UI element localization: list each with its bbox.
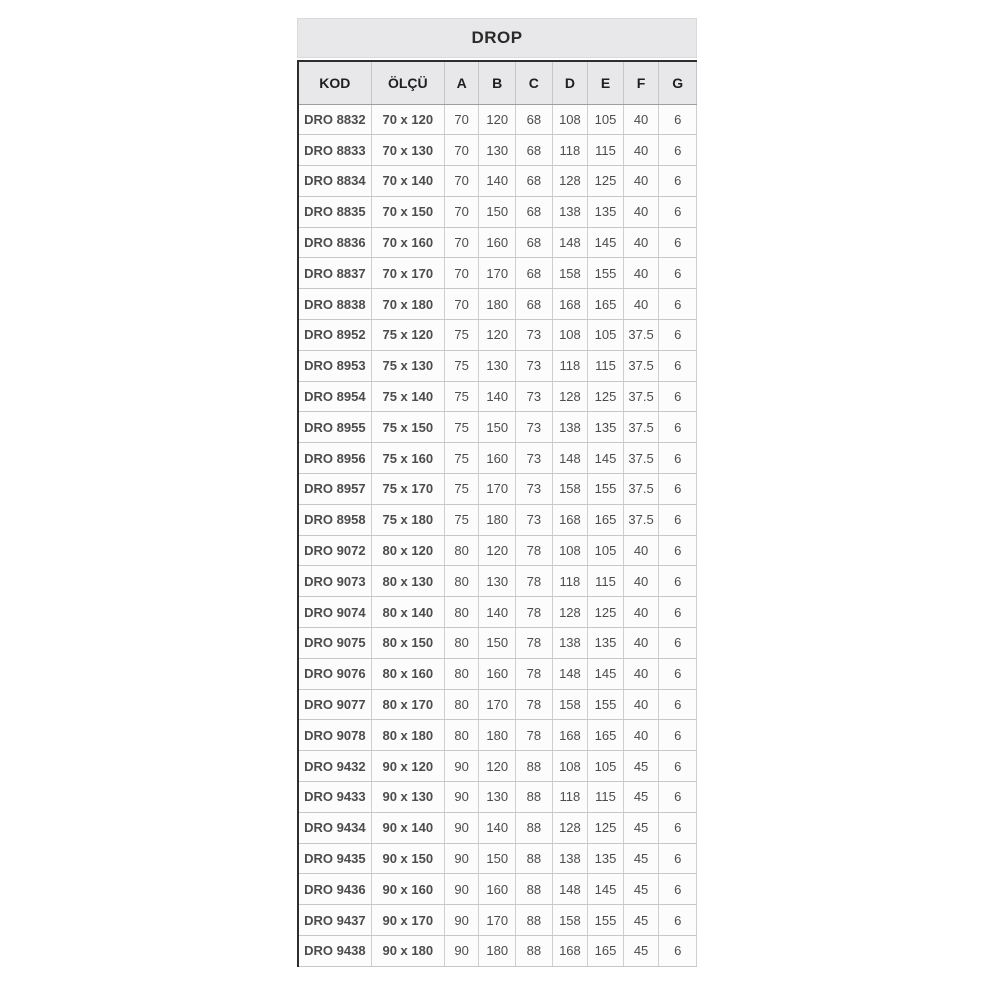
table-row — [298, 535, 697, 566]
cell-f: 40 — [623, 135, 659, 166]
cell-f: 40 — [623, 566, 659, 597]
header-row — [298, 61, 697, 104]
cell-f: 45 — [623, 782, 659, 813]
cell-b: 150 — [479, 196, 516, 227]
cell-kod: DRO 8834 — [298, 166, 371, 197]
cell-e: 105 — [588, 751, 624, 782]
cell-a: 75 — [444, 504, 479, 535]
cell-f: 45 — [623, 812, 659, 843]
table-row — [298, 289, 697, 320]
cell-kod: DRO 8953 — [298, 350, 371, 381]
cell-d: 108 — [552, 751, 588, 782]
cell-kod: DRO 8838 — [298, 289, 371, 320]
cell-e: 145 — [588, 227, 624, 258]
cell-olcu: 80 x 180 — [371, 720, 444, 751]
cell-olcu: 90 x 170 — [371, 905, 444, 936]
cell-b: 180 — [479, 504, 516, 535]
cell-a: 70 — [444, 258, 479, 289]
cell-d: 158 — [552, 474, 588, 505]
cell-d: 148 — [552, 658, 588, 689]
cell-e: 105 — [588, 104, 624, 135]
column-header-d: D — [552, 61, 588, 104]
cell-kod: DRO 8833 — [298, 135, 371, 166]
cell-c: 78 — [516, 658, 553, 689]
cell-d: 118 — [552, 135, 588, 166]
cell-b: 130 — [479, 350, 516, 381]
cell-e: 125 — [588, 812, 624, 843]
cell-c: 68 — [516, 289, 553, 320]
cell-a: 90 — [444, 812, 479, 843]
cell-d: 138 — [552, 412, 588, 443]
cell-kod: DRO 9433 — [298, 782, 371, 813]
table-row — [298, 381, 697, 412]
cell-d: 148 — [552, 227, 588, 258]
cell-d: 168 — [552, 289, 588, 320]
cell-b: 180 — [479, 720, 516, 751]
table-row — [298, 474, 697, 505]
cell-a: 70 — [444, 289, 479, 320]
cell-kod: DRO 8837 — [298, 258, 371, 289]
cell-kod: DRO 9436 — [298, 874, 371, 905]
cell-olcu: 70 x 170 — [371, 258, 444, 289]
table-row — [298, 227, 697, 258]
cell-b: 130 — [479, 782, 516, 813]
cell-g: 6 — [659, 658, 697, 689]
cell-olcu: 80 x 170 — [371, 689, 444, 720]
cell-c: 73 — [516, 443, 553, 474]
cell-c: 73 — [516, 412, 553, 443]
cell-f: 37.5 — [623, 320, 659, 351]
cell-g: 6 — [659, 320, 697, 351]
cell-f: 40 — [623, 597, 659, 628]
cell-olcu: 75 x 160 — [371, 443, 444, 474]
cell-d: 138 — [552, 843, 588, 874]
cell-g: 6 — [659, 936, 697, 967]
cell-kod: DRO 8956 — [298, 443, 371, 474]
cell-e: 115 — [588, 782, 624, 813]
cell-c: 88 — [516, 874, 553, 905]
cell-b: 180 — [479, 936, 516, 967]
cell-f: 37.5 — [623, 504, 659, 535]
cell-f: 40 — [623, 628, 659, 659]
cell-f: 37.5 — [623, 381, 659, 412]
cell-olcu: 90 x 130 — [371, 782, 444, 813]
spec-table-head — [298, 61, 697, 104]
cell-c: 78 — [516, 720, 553, 751]
table-row — [298, 135, 697, 166]
column-header-c: C — [516, 61, 553, 104]
cell-b: 150 — [479, 412, 516, 443]
cell-g: 6 — [659, 350, 697, 381]
cell-d: 138 — [552, 196, 588, 227]
cell-olcu: 80 x 140 — [371, 597, 444, 628]
cell-olcu: 75 x 130 — [371, 350, 444, 381]
table-row — [298, 196, 697, 227]
cell-a: 90 — [444, 874, 479, 905]
cell-olcu: 80 x 120 — [371, 535, 444, 566]
cell-olcu: 80 x 130 — [371, 566, 444, 597]
cell-d: 168 — [552, 936, 588, 967]
column-header-a: A — [444, 61, 479, 104]
cell-c: 68 — [516, 258, 553, 289]
column-header-e: E — [588, 61, 624, 104]
cell-olcu: 75 x 140 — [371, 381, 444, 412]
cell-c: 78 — [516, 597, 553, 628]
cell-olcu: 70 x 130 — [371, 135, 444, 166]
cell-d: 148 — [552, 874, 588, 905]
cell-e: 105 — [588, 320, 624, 351]
cell-b: 120 — [479, 535, 516, 566]
cell-g: 6 — [659, 104, 697, 135]
cell-d: 158 — [552, 689, 588, 720]
column-header-f: F — [623, 61, 659, 104]
table-row — [298, 504, 697, 535]
table-row — [298, 350, 697, 381]
cell-e: 135 — [588, 412, 624, 443]
cell-e: 135 — [588, 843, 624, 874]
cell-f: 40 — [623, 658, 659, 689]
cell-g: 6 — [659, 782, 697, 813]
cell-f: 37.5 — [623, 474, 659, 505]
cell-d: 138 — [552, 628, 588, 659]
cell-a: 75 — [444, 412, 479, 443]
cell-d: 118 — [552, 350, 588, 381]
cell-kod: DRO 9075 — [298, 628, 371, 659]
cell-a: 75 — [444, 381, 479, 412]
cell-olcu: 90 x 120 — [371, 751, 444, 782]
drop-spec-sheet — [297, 18, 697, 967]
cell-g: 6 — [659, 474, 697, 505]
cell-kod: DRO 9077 — [298, 689, 371, 720]
column-header-g: G — [659, 61, 697, 104]
cell-e: 155 — [588, 474, 624, 505]
cell-c: 68 — [516, 166, 553, 197]
table-row — [298, 689, 697, 720]
cell-a: 70 — [444, 196, 479, 227]
cell-f: 40 — [623, 258, 659, 289]
cell-g: 6 — [659, 689, 697, 720]
cell-kod: DRO 9074 — [298, 597, 371, 628]
cell-c: 73 — [516, 350, 553, 381]
column-header-olcu: ÖLÇÜ — [371, 61, 444, 104]
cell-e: 145 — [588, 874, 624, 905]
cell-olcu: 70 x 180 — [371, 289, 444, 320]
cell-a: 90 — [444, 843, 479, 874]
cell-b: 140 — [479, 166, 516, 197]
cell-e: 125 — [588, 166, 624, 197]
cell-kod: DRO 9073 — [298, 566, 371, 597]
table-row — [298, 597, 697, 628]
cell-f: 45 — [623, 751, 659, 782]
cell-b: 160 — [479, 658, 516, 689]
cell-a: 70 — [444, 104, 479, 135]
table-row — [298, 658, 697, 689]
cell-c: 73 — [516, 474, 553, 505]
cell-f: 40 — [623, 196, 659, 227]
cell-b: 130 — [479, 566, 516, 597]
cell-g: 6 — [659, 381, 697, 412]
cell-g: 6 — [659, 258, 697, 289]
cell-olcu: 70 x 150 — [371, 196, 444, 227]
spec-table-body — [298, 104, 697, 966]
cell-f: 45 — [623, 874, 659, 905]
cell-e: 115 — [588, 566, 624, 597]
cell-kod: DRO 9072 — [298, 535, 371, 566]
cell-a: 90 — [444, 936, 479, 967]
cell-olcu: 80 x 150 — [371, 628, 444, 659]
table-row — [298, 905, 697, 936]
cell-e: 135 — [588, 196, 624, 227]
cell-c: 68 — [516, 196, 553, 227]
cell-g: 6 — [659, 504, 697, 535]
cell-olcu: 75 x 120 — [371, 320, 444, 351]
cell-kod: DRO 8952 — [298, 320, 371, 351]
cell-f: 40 — [623, 289, 659, 320]
cell-b: 170 — [479, 689, 516, 720]
cell-c: 88 — [516, 751, 553, 782]
cell-c: 88 — [516, 936, 553, 967]
cell-g: 6 — [659, 443, 697, 474]
cell-c: 78 — [516, 628, 553, 659]
table-row — [298, 812, 697, 843]
cell-c: 73 — [516, 504, 553, 535]
cell-b: 160 — [479, 874, 516, 905]
cell-kod: DRO 9437 — [298, 905, 371, 936]
table-row — [298, 720, 697, 751]
cell-c: 78 — [516, 566, 553, 597]
cell-kod: DRO 8954 — [298, 381, 371, 412]
cell-b: 140 — [479, 381, 516, 412]
cell-a: 80 — [444, 658, 479, 689]
cell-a: 80 — [444, 628, 479, 659]
cell-a: 80 — [444, 566, 479, 597]
cell-kod: DRO 8955 — [298, 412, 371, 443]
cell-a: 80 — [444, 720, 479, 751]
cell-a: 90 — [444, 905, 479, 936]
cell-b: 150 — [479, 628, 516, 659]
cell-a: 80 — [444, 597, 479, 628]
cell-kod: DRO 9432 — [298, 751, 371, 782]
cell-e: 165 — [588, 289, 624, 320]
cell-kod: DRO 8832 — [298, 104, 371, 135]
cell-g: 6 — [659, 412, 697, 443]
cell-g: 6 — [659, 166, 697, 197]
cell-olcu: 90 x 140 — [371, 812, 444, 843]
cell-c: 78 — [516, 689, 553, 720]
cell-kod: DRO 9435 — [298, 843, 371, 874]
cell-c: 88 — [516, 905, 553, 936]
table-row — [298, 628, 697, 659]
table-row — [298, 443, 697, 474]
cell-b: 150 — [479, 843, 516, 874]
table-row — [298, 874, 697, 905]
cell-g: 6 — [659, 289, 697, 320]
cell-kod: DRO 9434 — [298, 812, 371, 843]
cell-f: 45 — [623, 905, 659, 936]
cell-f: 40 — [623, 227, 659, 258]
cell-g: 6 — [659, 628, 697, 659]
cell-a: 70 — [444, 135, 479, 166]
cell-d: 128 — [552, 166, 588, 197]
cell-a: 75 — [444, 443, 479, 474]
cell-b: 140 — [479, 597, 516, 628]
cell-b: 120 — [479, 104, 516, 135]
cell-d: 158 — [552, 905, 588, 936]
cell-e: 165 — [588, 504, 624, 535]
table-row — [298, 566, 697, 597]
cell-d: 128 — [552, 812, 588, 843]
cell-d: 118 — [552, 782, 588, 813]
cell-c: 88 — [516, 812, 553, 843]
cell-a: 75 — [444, 350, 479, 381]
cell-g: 6 — [659, 196, 697, 227]
cell-g: 6 — [659, 720, 697, 751]
cell-c: 88 — [516, 782, 553, 813]
cell-g: 6 — [659, 566, 697, 597]
cell-f: 40 — [623, 720, 659, 751]
cell-f: 45 — [623, 936, 659, 967]
cell-b: 160 — [479, 227, 516, 258]
table-row — [298, 782, 697, 813]
cell-f: 37.5 — [623, 350, 659, 381]
cell-a: 70 — [444, 227, 479, 258]
cell-olcu: 90 x 150 — [371, 843, 444, 874]
cell-g: 6 — [659, 227, 697, 258]
cell-f: 40 — [623, 166, 659, 197]
cell-c: 78 — [516, 535, 553, 566]
cell-d: 168 — [552, 720, 588, 751]
cell-a: 75 — [444, 320, 479, 351]
cell-a: 80 — [444, 535, 479, 566]
cell-g: 6 — [659, 135, 697, 166]
cell-olcu: 90 x 180 — [371, 936, 444, 967]
cell-d: 108 — [552, 535, 588, 566]
cell-f: 40 — [623, 104, 659, 135]
table-row — [298, 258, 697, 289]
cell-olcu: 70 x 120 — [371, 104, 444, 135]
cell-a: 80 — [444, 689, 479, 720]
cell-e: 115 — [588, 135, 624, 166]
cell-e: 155 — [588, 689, 624, 720]
cell-kod: DRO 9078 — [298, 720, 371, 751]
cell-olcu: 70 x 160 — [371, 227, 444, 258]
cell-d: 108 — [552, 320, 588, 351]
table-title: DROP — [297, 18, 697, 58]
cell-kod: DRO 8836 — [298, 227, 371, 258]
cell-b: 170 — [479, 905, 516, 936]
table-row — [298, 936, 697, 967]
table-row — [298, 843, 697, 874]
cell-kod: DRO 9076 — [298, 658, 371, 689]
cell-e: 145 — [588, 658, 624, 689]
cell-olcu: 75 x 170 — [371, 474, 444, 505]
cell-olcu: 75 x 150 — [371, 412, 444, 443]
column-header-b: B — [479, 61, 516, 104]
cell-g: 6 — [659, 812, 697, 843]
cell-kod: DRO 9438 — [298, 936, 371, 967]
cell-g: 6 — [659, 874, 697, 905]
cell-d: 168 — [552, 504, 588, 535]
cell-f: 37.5 — [623, 443, 659, 474]
cell-b: 140 — [479, 812, 516, 843]
cell-b: 180 — [479, 289, 516, 320]
cell-b: 160 — [479, 443, 516, 474]
cell-b: 170 — [479, 474, 516, 505]
cell-g: 6 — [659, 535, 697, 566]
cell-f: 45 — [623, 843, 659, 874]
cell-f: 37.5 — [623, 412, 659, 443]
cell-d: 118 — [552, 566, 588, 597]
table-row — [298, 166, 697, 197]
cell-e: 155 — [588, 905, 624, 936]
cell-c: 68 — [516, 135, 553, 166]
cell-olcu: 90 x 160 — [371, 874, 444, 905]
cell-b: 170 — [479, 258, 516, 289]
cell-e: 125 — [588, 381, 624, 412]
cell-b: 120 — [479, 751, 516, 782]
cell-e: 115 — [588, 350, 624, 381]
cell-c: 68 — [516, 227, 553, 258]
cell-e: 125 — [588, 597, 624, 628]
table-row — [298, 320, 697, 351]
cell-a: 75 — [444, 474, 479, 505]
cell-kod: DRO 8957 — [298, 474, 371, 505]
table-row — [298, 751, 697, 782]
spec-table — [297, 60, 697, 967]
cell-olcu: 80 x 160 — [371, 658, 444, 689]
cell-d: 148 — [552, 443, 588, 474]
cell-c: 73 — [516, 320, 553, 351]
cell-e: 165 — [588, 936, 624, 967]
cell-kod: DRO 8958 — [298, 504, 371, 535]
cell-b: 120 — [479, 320, 516, 351]
cell-d: 158 — [552, 258, 588, 289]
cell-kod: DRO 8835 — [298, 196, 371, 227]
cell-e: 155 — [588, 258, 624, 289]
cell-c: 88 — [516, 843, 553, 874]
table-row — [298, 412, 697, 443]
cell-c: 73 — [516, 381, 553, 412]
cell-d: 128 — [552, 597, 588, 628]
cell-olcu: 75 x 180 — [371, 504, 444, 535]
table-row — [298, 104, 697, 135]
cell-a: 70 — [444, 166, 479, 197]
cell-b: 130 — [479, 135, 516, 166]
cell-g: 6 — [659, 597, 697, 628]
cell-f: 40 — [623, 535, 659, 566]
cell-c: 68 — [516, 104, 553, 135]
column-header-kod: KOD — [298, 61, 371, 104]
cell-a: 90 — [444, 751, 479, 782]
cell-g: 6 — [659, 843, 697, 874]
cell-f: 40 — [623, 689, 659, 720]
cell-e: 105 — [588, 535, 624, 566]
cell-e: 135 — [588, 628, 624, 659]
cell-g: 6 — [659, 905, 697, 936]
cell-e: 145 — [588, 443, 624, 474]
cell-d: 108 — [552, 104, 588, 135]
cell-a: 90 — [444, 782, 479, 813]
cell-g: 6 — [659, 751, 697, 782]
cell-e: 165 — [588, 720, 624, 751]
cell-olcu: 70 x 140 — [371, 166, 444, 197]
cell-d: 128 — [552, 381, 588, 412]
